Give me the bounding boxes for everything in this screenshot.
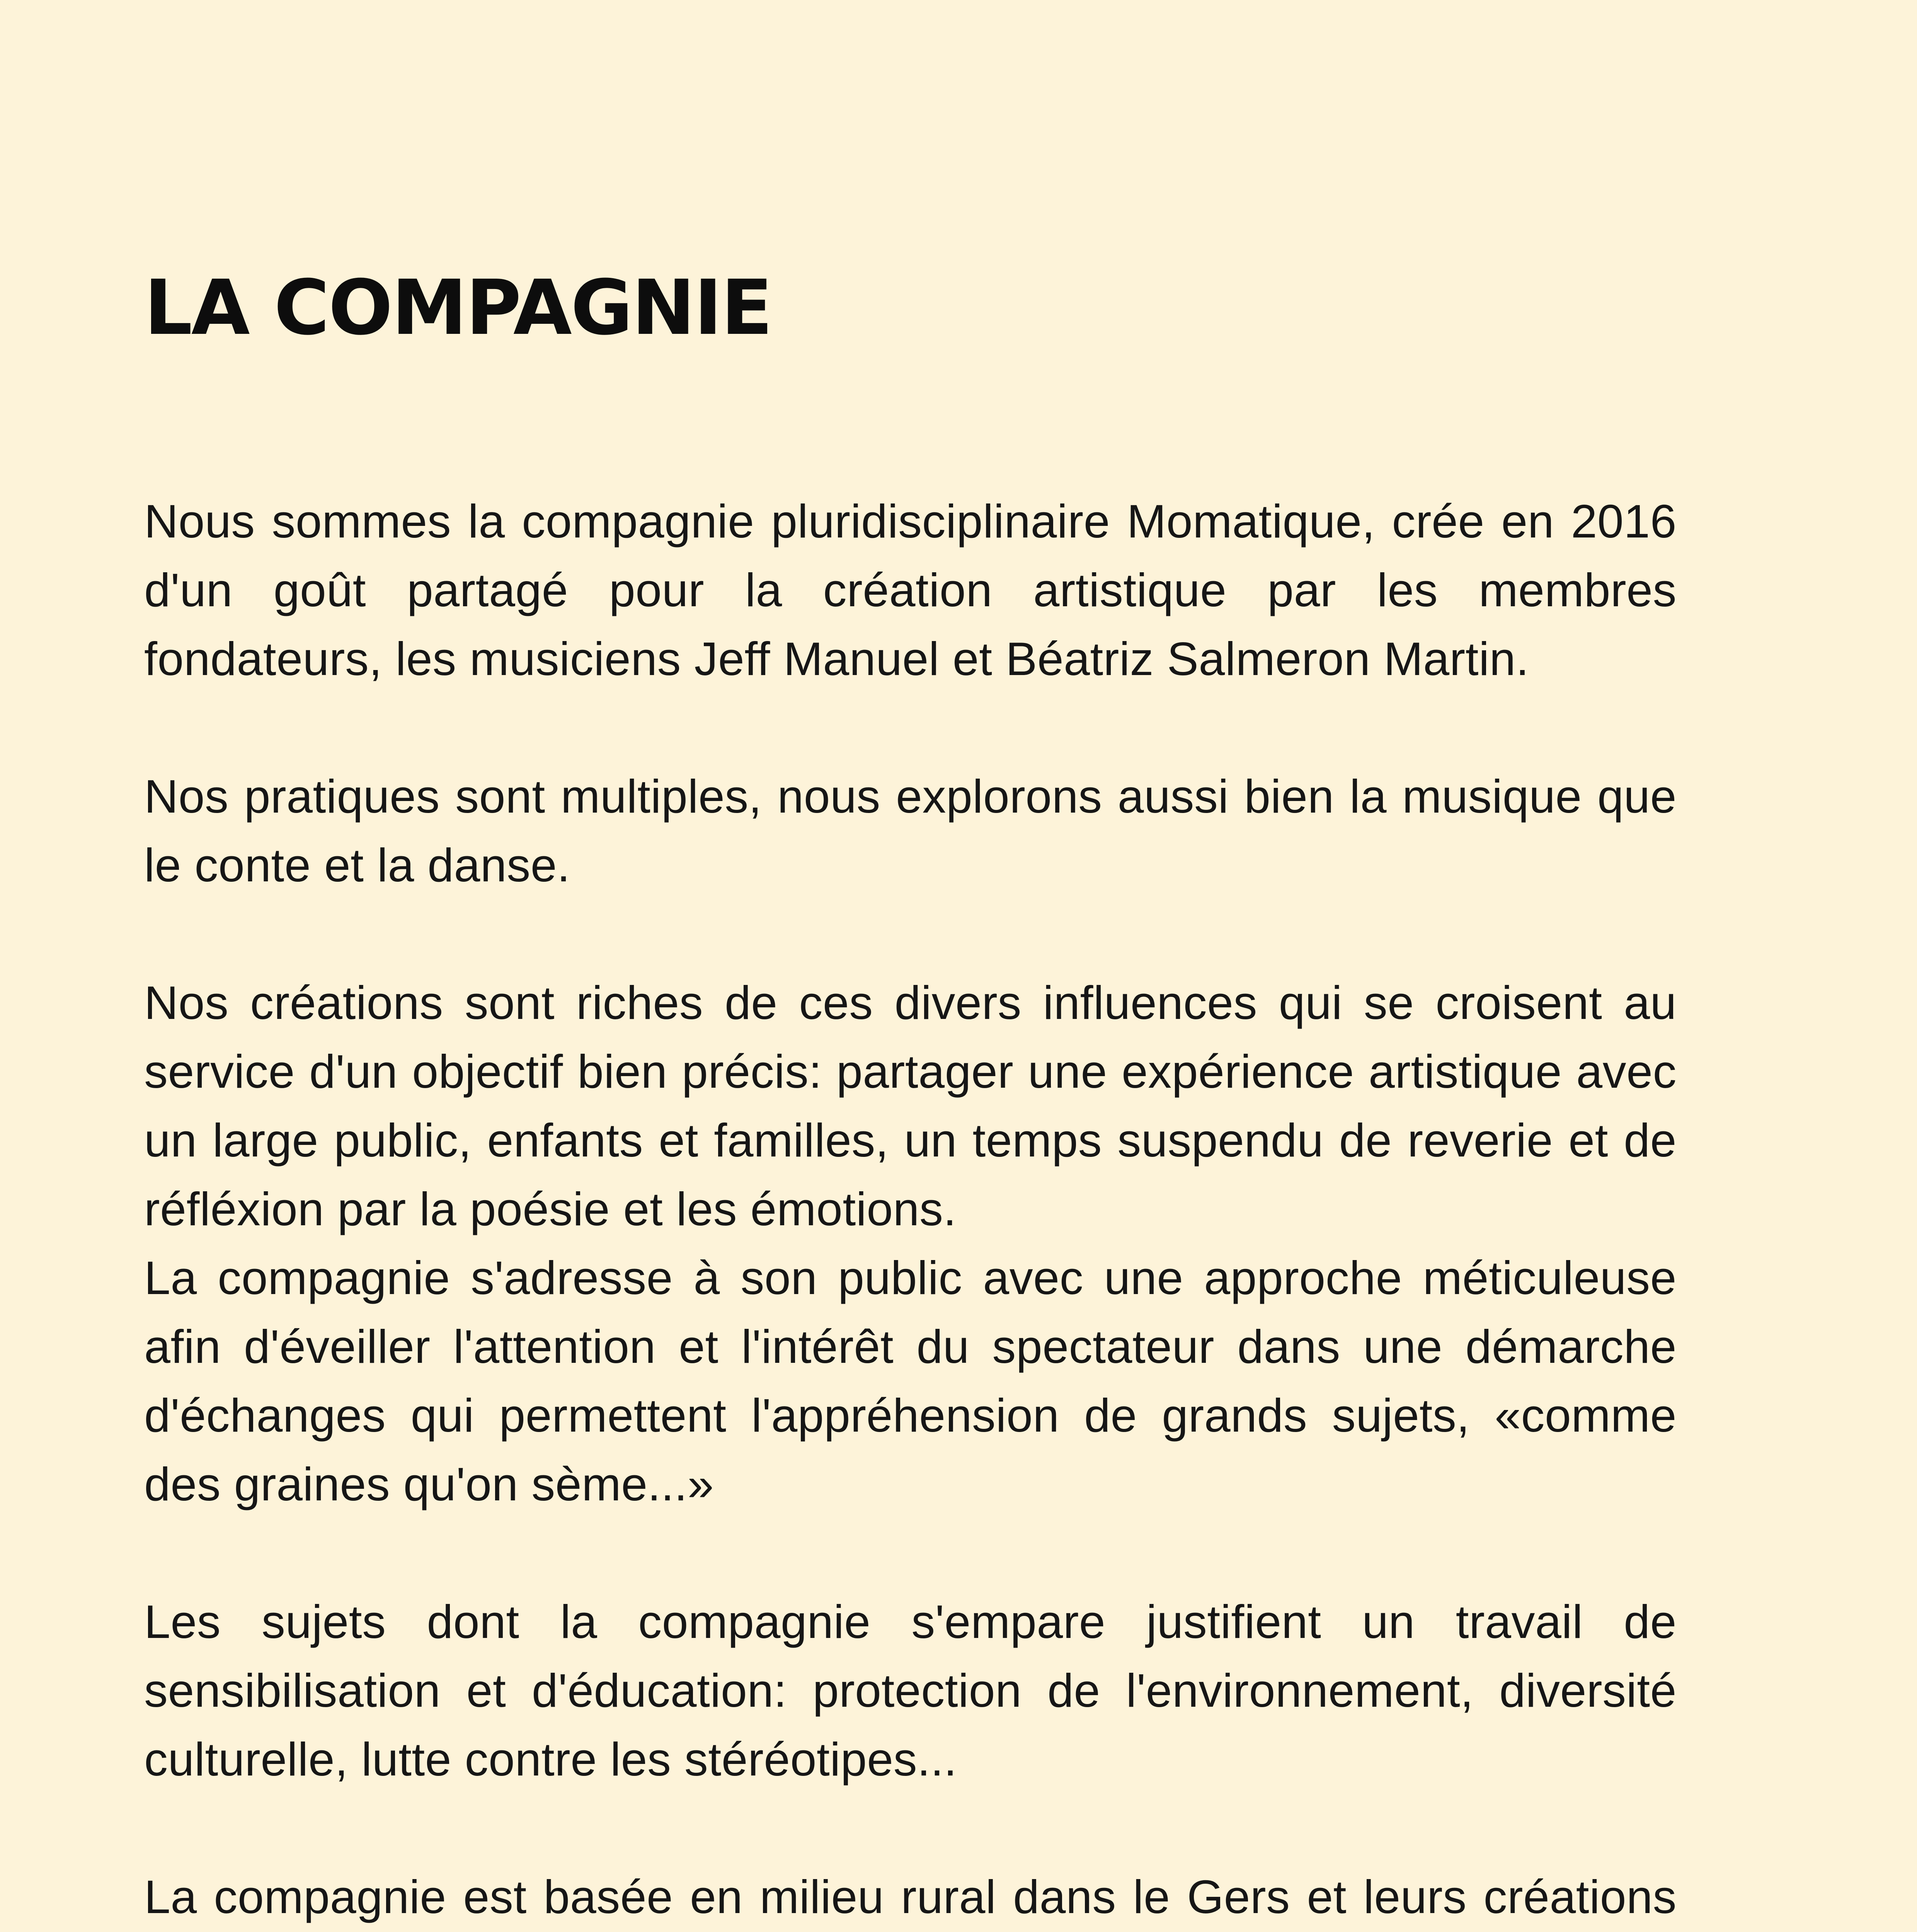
paragraph-location: La compagnie est basée en milieu rural dans le Gers et leurs créations: [144, 1871, 1677, 1923]
page-title: LA COMPAGNIE: [144, 264, 772, 352]
document-content: [144, 263, 1677, 1932]
body-text: [144, 487, 1677, 1932]
paragraph-subjects: Les sujets dont la compagnie s'empare justifient un travail de sensibilisation et d'éducation: protection de l'environnement, diversité culturelle, lutte contre les stéréotipes...: [144, 1595, 1677, 1786]
paragraph-approach: La compagnie s'adresse à son public avec une approche méticuleuse afin d'éveiller l'attention et l'intérêt du spectateur dans une démarche d'échanges qui permettent l'appréhension de grands sujets, «comme des graines qu'on sème...»: [144, 1252, 1677, 1511]
paragraph-intro: Nous sommes la compagnie pluridisciplinaire Momatique, crée en 2016 d'un goût partagé pour la création artistique par les membres fondateurs, les musiciens Jeff Manuel et Béatriz Salmeron Martin.: [144, 495, 1677, 685]
paragraph-practices: Nos pratiques sont multiples, nous explorons aussi bien la musique que le conte et la danse.: [144, 770, 1677, 892]
paragraph-creations: Nos créations sont riches de ces divers influences qui se croisent au service d'un objectif bien précis: partager une expérience artistique avec un large public, enfants et familles, un temps suspendu de reverie et de réfléxion par la poésie et les émotions.: [144, 976, 1677, 1236]
